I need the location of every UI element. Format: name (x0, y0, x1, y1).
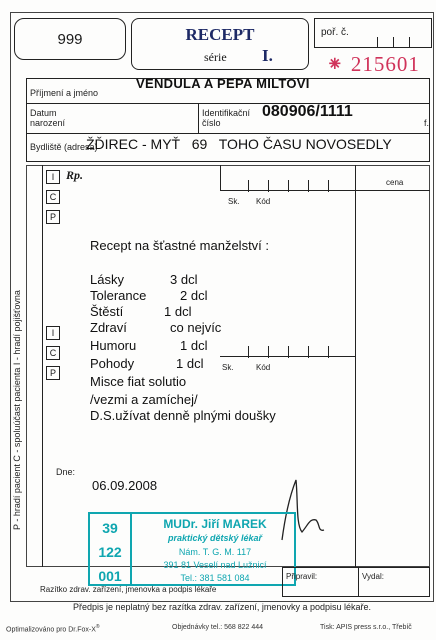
rx-item-amount: 3 dcl (170, 272, 198, 287)
issued-by-label: Vydal: (362, 572, 384, 581)
rx-item-name: Pohody (90, 356, 135, 371)
sk-label-top: Sk. (228, 197, 240, 206)
payer-box-c-top[interactable]: C (46, 190, 60, 204)
id-number: 080906/1111 (262, 103, 353, 120)
rx-item-name: Štěstí (90, 304, 124, 319)
sk-label-bottom: Sk. (222, 363, 234, 372)
code-number: 999 (57, 31, 83, 48)
kod-label-top: Kód (256, 197, 271, 206)
stamp-street: Nám. T. G. M. 117 (178, 547, 252, 557)
form-title: RECEPT (185, 25, 255, 44)
printer-note: Tisk: APIS press s.r.o., Třebíč (320, 624, 412, 631)
rx-item-amount: 1 dcl (176, 356, 204, 371)
stamp-number-1: 39 (102, 520, 118, 536)
order-number-box (314, 18, 432, 48)
stamp-doctor-name: MUDr. Jiří MAREK (163, 517, 267, 531)
doctor-stamp (88, 512, 296, 586)
address-label: Bydliště (adresa) (30, 142, 98, 152)
optimized-text: Optimalizováno pro Dr.Fox-X (6, 626, 96, 634)
code-number-box (14, 18, 126, 60)
date-label: Dne: (56, 467, 76, 477)
payer-box-i-bottom[interactable]: I (46, 326, 60, 340)
rx-item-name: Zdraví (90, 320, 127, 335)
payer-legend (12, 230, 42, 530)
serial-number-value: 215601 (350, 52, 420, 76)
rx-item-amount: 1 dcl (164, 304, 192, 319)
optimized-note: Optimalizováno pro Dr.Fox-X® (6, 624, 100, 634)
date-value: 06.09.2008 (92, 478, 158, 493)
serie-label: série (204, 50, 227, 64)
price-column-label: cena (386, 178, 404, 187)
stamp-city: 391 81 Veselí nad Lužnicí (163, 560, 267, 570)
address-value: ŽĎIREC - MYŤ 69 TOHO ČASU NOVOSEDLY (86, 136, 392, 152)
payer-box-c-bottom[interactable]: C (46, 346, 60, 360)
rx-item-amount: 1 dcl (180, 338, 208, 353)
rp-label: Rp. (66, 168, 84, 182)
f-label: f. (424, 118, 430, 128)
rx-item-name: Tolerance (90, 288, 147, 303)
rx-item-name: Humoru (90, 338, 137, 353)
name-label: Příjmení a jméno (30, 88, 99, 98)
stamp-caption: Razítko zdrav. zařízení, jmenovka a podpis lékaře (40, 585, 217, 594)
rx-item-amount: co nejvíc (170, 320, 222, 335)
rx-item-amount: 2 dcl (180, 288, 208, 303)
prepared-by-label: Připravil: (286, 572, 318, 581)
patient-name: VENDULA A PEPA MILTOVI (136, 76, 310, 91)
rx-instruction: /vezmi a zamíchej/ (90, 392, 198, 407)
recept-title-box (131, 18, 309, 70)
payer-box-i-top[interactable]: I (46, 170, 60, 184)
validity-note: Předpis je neplatný bez razítka zdrav. zařízení, jmenovky a podpisu lékaře. (73, 602, 371, 612)
payer-box-p-top[interactable]: P (46, 210, 60, 224)
serial-number: ⁕ 215601 (326, 52, 420, 76)
stamp-number-3: 001 (98, 568, 122, 584)
id-label: Identifikační číslo (202, 108, 251, 128)
kod-label-bottom: Kód (256, 363, 271, 372)
rx-instruction: Misce fiat solutio (90, 374, 187, 389)
dob-label: Datum narození (30, 108, 66, 128)
rx-instruction: D.S.užívat denně plnými doušky (90, 408, 276, 423)
order-number-label: poř. č. (321, 27, 349, 38)
serie-value: I. (262, 46, 273, 65)
rx-item-name: Lásky (90, 272, 124, 287)
stamp-specialty: praktický dětský lékař (167, 533, 263, 543)
orders-note: Objednávky tel.: 568 822 444 (172, 624, 264, 631)
stamp-phone: Tel.: 381 581 084 (180, 573, 250, 583)
stamp-number-2: 122 (98, 544, 122, 560)
rx-heading: Recept na šťastné manželství : (90, 238, 270, 253)
payer-legend-text: P - hradí pacient C - spoluúčast pacienta I - hradí pojišťovna (12, 290, 22, 530)
payer-box-p-bottom[interactable]: P (46, 366, 60, 380)
